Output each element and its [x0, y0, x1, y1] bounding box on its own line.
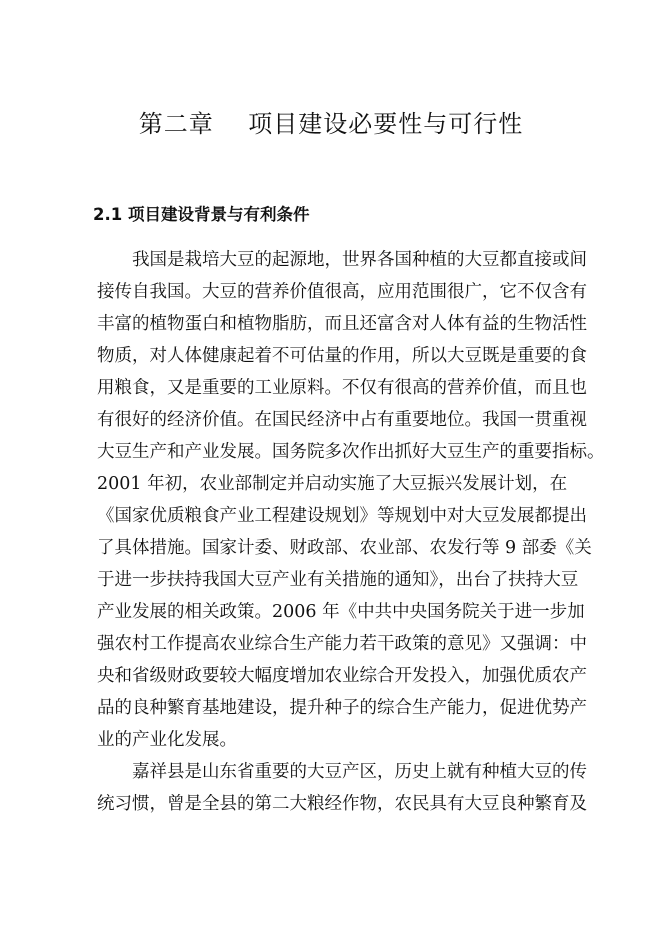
chapter-title: 第二章 项目建设必要性与可行性 — [138, 110, 524, 138]
paragraph-line: 业的产业化发展。 — [97, 730, 237, 750]
paragraph-line: 有很好的经济价值。在国民经济中占有重要地位。我国一贯重视 — [97, 410, 587, 430]
paragraph-line: 品的良种繁育基地建设，提升种子的综合生产能力，促进优势产 — [97, 698, 587, 718]
paragraph-line: 我国是栽培大豆的起源地，世界各国种植的大豆都直接或间 — [132, 250, 587, 270]
paragraph-line: 强农村工作提高农业综合生产能力若干政策的意见》又强调：中 — [97, 634, 587, 654]
paragraph-line: 用粮食，又是重要的工业原料。不仅有很高的营养价值，而且也 — [97, 378, 587, 398]
paragraph-line: 央和省级财政要较大幅度增加农业综合开发投入，加强优质农产 — [97, 666, 587, 686]
paragraph-line: 丰富的植物蛋白和植物脂肪，而且还富含对人体有益的生物活性 — [97, 314, 587, 334]
paragraph-line: 2001 年初，农业部制定并启动实施了大豆振兴发展计划，在 — [97, 474, 568, 494]
paragraph-line: 统习惯，曾是全县的第二大粮经作物，农民具有大豆良种繁育及 — [97, 794, 587, 814]
paragraph-2 — [97, 756, 617, 820]
paragraph-line: 了具体措施。国家计委、财政部、农业部、农发行等 9 部委《关 — [97, 538, 592, 558]
paragraph-line: 于进一步扶持我国大豆产业有关措施的通知》，出台了扶持大豆 — [97, 570, 579, 590]
paragraph-1 — [97, 244, 617, 756]
paragraph-line: 接传自我国。大豆的营养价值很高，应用范围很广，它不仅含有 — [97, 282, 587, 302]
section-heading: 2.1 项目建设背景与有利条件 — [93, 205, 310, 224]
paragraph-line: 嘉祥县是山东省重要的大豆产区，历史上就有种植大豆的传 — [132, 762, 587, 782]
paragraph-line: 物质，对人体健康起着不可估量的作用，所以大豆既是重要的食 — [97, 346, 587, 366]
paragraph-line: 大豆生产和产业发展。国务院多次作出抓好大豆生产的重要指标。 — [97, 442, 605, 462]
paragraph-line: 《国家优质粮食产业工程建设规划》等规划中对大豆发展都提出 — [97, 506, 587, 526]
paragraph-line: 产业发展的相关政策。2006 年《中共中央国务院关于进一步加 — [97, 602, 585, 622]
